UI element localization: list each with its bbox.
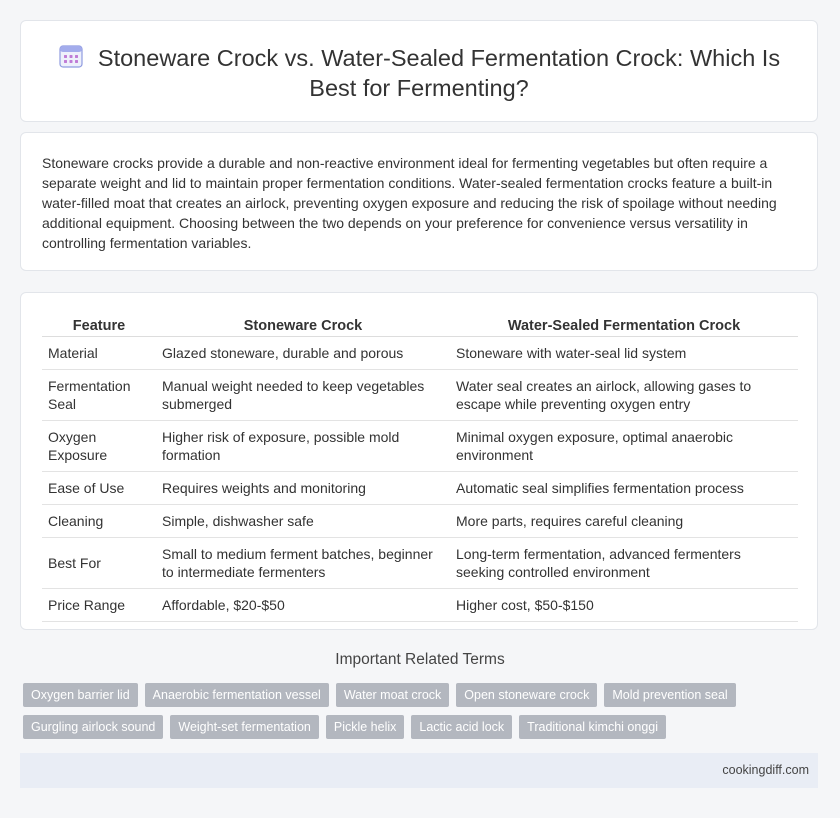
row-water-sealed-value: Stoneware with water-seal lid system [450,337,798,370]
row-feature: Price Range [42,589,156,622]
calendar-icon [58,43,84,69]
intro-paragraph: Stoneware crocks provide a durable and non-reactive environment ideal for fermenting vegetables but often require a separate weight and lid to maintain proper fermentation conditions. Water-sealed fermentation crocks feature a built-in water-filled moat that creates an airlock, preventing oxygen exposure and reducing the risk of spoilage without needing additional equipment. Choosing between the two depends on your preference for convenience versus versatility in controlling fermentation variables. [42,155,777,251]
row-stoneware-value: Higher risk of exposure, possible mold formation [156,421,450,472]
term-tag[interactable]: Oxygen barrier lid [23,683,138,707]
page-title-container [51,43,787,103]
row-water-sealed-value: Minimal oxygen exposure, optimal anaerobic environment [450,421,798,472]
footer [20,753,818,788]
comparison-card [20,292,818,630]
row-feature: Ease of Use [42,472,156,505]
row-stoneware-value: Requires weights and monitoring [156,472,450,505]
header-feature: Feature [42,315,156,337]
term-tag[interactable]: Mold prevention seal [604,683,735,707]
table-row [42,538,798,589]
intro-card [20,132,818,271]
row-stoneware-value: Simple, dishwasher safe [156,505,450,538]
table-row [42,589,798,622]
row-stoneware-value: Glazed stoneware, durable and porous [156,337,450,370]
row-stoneware-value: Affordable, $20-$50 [156,589,450,622]
term-tag[interactable]: Pickle helix [326,715,405,739]
row-water-sealed-value: More parts, requires careful cleaning [450,505,798,538]
row-water-sealed-value: Automatic seal simplifies fermentation process [450,472,798,505]
header-stoneware-crock: Stoneware Crock [156,315,450,337]
table-row [42,337,798,370]
row-water-sealed-value: Water seal creates an airlock, allowing gases to escape while preventing oxygen entry [450,370,798,421]
row-feature: Fermentation Seal [42,370,156,421]
table-row [42,472,798,505]
footer-site-link[interactable]: cookingdiff.com [722,763,809,777]
comparison-table [42,315,798,622]
title-card [20,20,818,122]
row-water-sealed-value: Long-term fermentation, advanced fermenters seeking controlled environment [450,538,798,589]
term-tag[interactable]: Anaerobic fermentation vessel [145,683,329,707]
term-tag[interactable]: Open stoneware crock [456,683,597,707]
term-tag[interactable]: Water moat crock [336,683,449,707]
related-terms-tags [23,683,813,739]
table-row [42,421,798,472]
term-tag[interactable]: Lactic acid lock [411,715,512,739]
row-feature: Material [42,337,156,370]
table-row [42,505,798,538]
related-terms-heading: Important Related Terms [335,651,505,668]
term-tag[interactable]: Gurgling airlock sound [23,715,163,739]
row-stoneware-value: Manual weight needed to keep vegetables submerged [156,370,450,421]
page-title: Stoneware Crock vs. Water-Sealed Fermentation Crock: Which Is Best for Fermenting? [97,45,781,101]
row-feature: Cleaning [42,505,156,538]
term-tag[interactable]: Weight-set fermentation [170,715,318,739]
row-water-sealed-value: Higher cost, $50-$150 [450,589,798,622]
table-row [42,370,798,421]
table-header-row [42,315,798,337]
row-feature: Best For [42,538,156,589]
term-tag[interactable]: Traditional kimchi onggi [519,715,666,739]
row-feature: Oxygen Exposure [42,421,156,472]
header-water-sealed-crock: Water-Sealed Fermentation Crock [450,315,798,337]
row-stoneware-value: Small to medium ferment batches, beginner to intermediate fermenters [156,538,450,589]
